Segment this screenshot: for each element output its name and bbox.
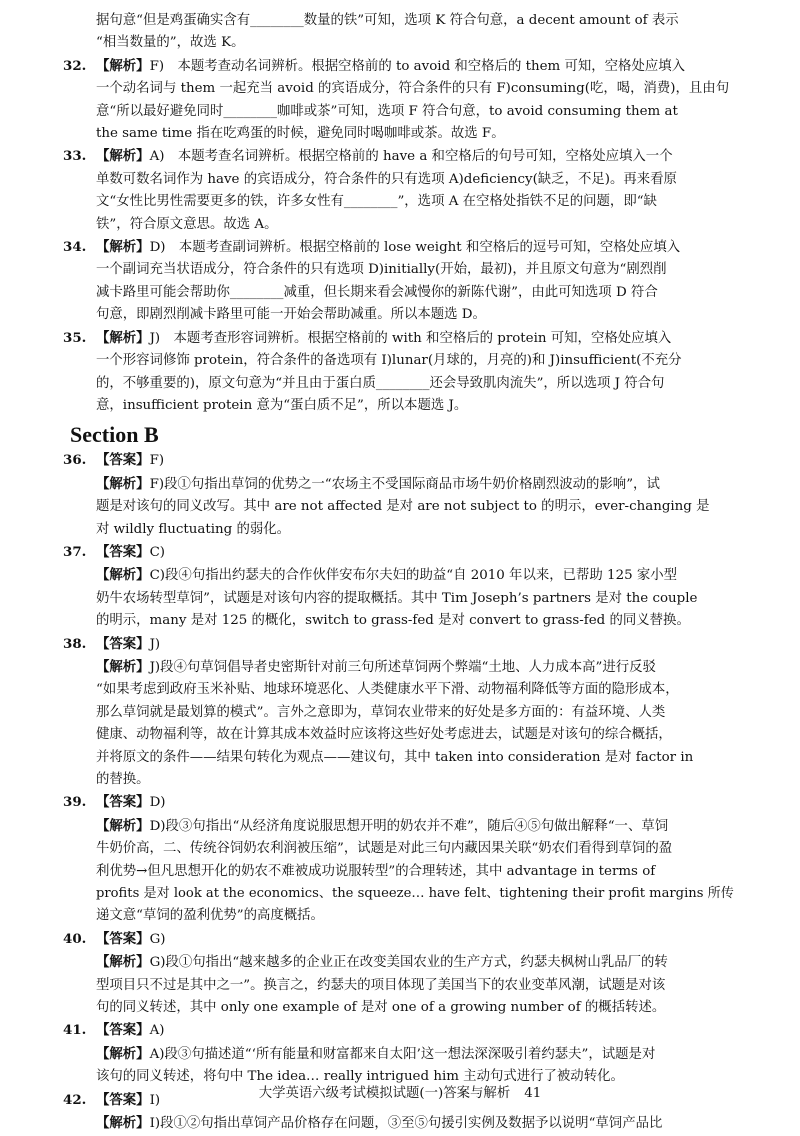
text-line: “相当数量的”，故选 K。: [96, 35, 245, 51]
answer-value: F): [149, 453, 165, 469]
answer-value: A): [149, 1023, 165, 1039]
text-line: 句的同义转述，其中 only one example of 是对 one of a growing number of 的概括转述。: [96, 1000, 666, 1016]
text-line: 递文意“草饲的盈利优势”的高度概括。: [96, 908, 324, 924]
text-line: J)段④句草饲倡导者史密斯针对前三句所述草饲两个弊端“土地、人力成本高”进行反驳: [149, 659, 656, 675]
question-number: 38.: [63, 635, 87, 652]
text-line: 的替换。: [96, 772, 150, 787]
text-line: “如果考虑到政府玉米补贴、地球环境恶化、人类健康水平下滑、动物福利降低等方面的隐形成本，: [96, 682, 679, 698]
answer-value: I): [149, 1092, 161, 1108]
text-line: 铁”，符合原文意思。故选 A。: [96, 216, 278, 232]
entry-38: [63, 633, 734, 792]
text-line: 一个副词充当状语成分，符合条件的只有选项 D)initially(开始，最初)，并且原文句意为“剧烈削: [96, 262, 667, 278]
text-line: J) 本题考查形容词辨析。根据空格前的 with 和空格后的 protein 可知，空格处应填入: [149, 330, 672, 346]
text-line: 的，不够重要的)，原文句意为“并且由于蛋白质________还会导致肌肉流失”，所以选项 J 符合句: [96, 375, 665, 391]
question-number: 37.: [63, 543, 87, 560]
analysis-tag: 【解析】: [96, 1115, 150, 1132]
analysis-tag: 【解析】: [96, 567, 150, 584]
question-number: 39.: [63, 794, 87, 811]
text-line: 对 wildly fluctuating 的弱化。: [96, 521, 291, 537]
text-line: 该句的同义转述，将句中 The idea… really intrigued him 主动句式进行了被动转化。: [96, 1069, 624, 1085]
answer-value: J): [149, 636, 161, 652]
entry-39: [63, 791, 734, 927]
analysis-tag: 【解析】: [96, 57, 150, 74]
analysis-tag: 【解析】: [96, 239, 150, 256]
page-number: 41: [524, 1086, 542, 1101]
answer-tag: 【答案】: [96, 543, 150, 560]
analysis-tag: 【解析】: [96, 1045, 150, 1062]
text-line: the same time 指在吃鸡蛋的时候，避免同时喝咖啡或茶。故选 F。: [96, 126, 505, 142]
text-line: A)段③句描述道“‘所有能量和财富都来自太阳’这一想法深深吸引着约瑟夫”，试题是对: [149, 1046, 656, 1062]
text-line: 文“女性比男性需要更多的铁，许多女性有________”，选项 A 在空格处指铁不足的问题，即“缺: [96, 194, 657, 210]
answer-value: G): [149, 931, 166, 947]
text-line: 意“所以最好避免同时________咖啡或茶”可知，选项 F 符合句意，to avoid consuming them at: [96, 103, 678, 119]
text-line: 一个动名词与 them 一起充当 avoid 的宾语成分，符合条件的只有 F)consuming(吃，喝，消费)，且由句: [96, 81, 730, 97]
text-line: 并将原文的条件——结果句转化为观点——建议句，其中 taken into consideration 是对 factor in: [96, 749, 694, 765]
answer-value: C): [149, 544, 166, 560]
answer-tag: 【答案】: [96, 452, 150, 469]
text-line: D)段③句指出“从经济角度说服思想开明的奶农并不难”，随后④⑤句做出解释“一、草饲: [149, 818, 669, 834]
question-number: 42.: [63, 1091, 87, 1108]
analysis-tag: 【解析】: [96, 475, 150, 492]
question-number: 40.: [63, 930, 87, 947]
analysis-tag: 【解析】: [96, 658, 150, 675]
text-line: 的明示，many 是对 125 的概化，switch to grass-fed 是对 convert to grass-fed 的同义替换。: [96, 613, 690, 629]
text-line: 健康、动物福利等，故在计算其成本效益时应该将这些好处考虑进去，试题是对该句的综合概括，: [96, 727, 672, 743]
question-number: 36.: [63, 452, 87, 469]
entry-37: [63, 541, 734, 633]
answer-tag: 【答案】: [96, 1022, 150, 1039]
text-line: 句意，即剧烈削减卡路里可能一开始会帮助减重。所以本题选 D。: [96, 307, 486, 323]
text-line: 牛奶价高，二、传统谷饲奶农利润被压缩”，试题是对此三句内藏因果关联“奶农们看得到草饲的盈: [96, 841, 673, 857]
text-line: profits 是对 look at the economics、the squeeze… have felt、tightening their profit margins 所传: [96, 886, 734, 902]
entry-32: [63, 55, 734, 146]
text-line: 那么草饲就是最划算的模式”。言外之意即为，草饲农业带来的好处是多方面的：有益环境、人类: [96, 704, 666, 720]
text-line: F)段①句指出草饲的优势之一“农场主不受国际商品市场牛奶价格剧烈波动的影响”，试: [149, 476, 660, 492]
text-line: F) 本题考查动名词辨析。根据空格前的 to avoid 和空格后的 them 可知，空格处应填入: [149, 58, 686, 74]
question-number: 34.: [63, 239, 87, 256]
answer-tag: 【答案】: [96, 1091, 150, 1108]
text-line: A) 本题考查名词辨析。根据空格前的 have a 和空格后的句号可知，空格处应填入一个: [149, 149, 673, 165]
question-number: 41.: [63, 1022, 87, 1039]
entry-33: [63, 145, 734, 236]
answer-tag: 【答案】: [96, 930, 150, 947]
question-number: 33.: [63, 148, 87, 165]
entry-35: [63, 327, 734, 418]
text-line: 意，insufficient protein 意为“蛋白质不足”，所以本题选 J。: [96, 397, 468, 413]
text-line: 单数可数名词作为 have 的宾语成分，符合条件的只有选项 A)deficiency(缺乏，不足)。再来看原: [96, 171, 677, 187]
section-heading: Section B: [70, 422, 159, 448]
text-line: 减卡路里可能会帮助你________减重，但长期来看会减慢你的新陈代谢”，由此可知选项 D 符合: [96, 284, 658, 300]
text-line: 题是对该句的同义改写。其中 are not affected 是对 are not subject to 的明示，ever-changing 是: [96, 499, 710, 515]
analysis-tag: 【解析】: [96, 329, 150, 346]
analysis-tag: 【解析】: [96, 148, 150, 165]
entry-40: [63, 928, 734, 1020]
question-number: 35.: [63, 329, 87, 346]
text-line: C)段④句指出约瑟夫的合作伙伴安布尔夫妇的助益“自 2010 年以来，已帮助 125 家小型: [149, 568, 678, 584]
entry-41: [63, 1019, 734, 1088]
answer-tag: 【答案】: [96, 635, 150, 652]
analysis-tag: 【解析】: [96, 954, 150, 971]
question-number: 32.: [63, 57, 87, 74]
text-line: 型项目只不过是其中之一”。换言之，约瑟夫的项目体现了美国当下的农业变革风潮，试题是对该: [96, 977, 666, 993]
answer-tag: 【答案】: [96, 794, 150, 811]
footer-title: 大学英语六级考试模拟试题(一)答案与解析: [258, 1086, 511, 1101]
text-line: 一个形容词修饰 protein，符合条件的备选项有 I)lunar(月球的，月亮的)和 J)insufficient(不充分: [96, 353, 682, 369]
text-line: 奶牛农场转型草饲”，试题是对该句内容的提取概括。其中 Tim Joseph’s partners 是对 the couple: [96, 590, 698, 606]
text-line: G)段①句指出“越来越多的企业正在改变美国农业的生产方式，约瑟夫枫树山乳品厂的转: [149, 955, 668, 971]
analysis-tag: 【解析】: [96, 817, 150, 834]
text-line: D) 本题考查副词辨析。根据空格前的 lose weight 和空格后的逗号可知，空格处应填入: [149, 240, 681, 256]
text-line: 利优势→但凡思想开化的奶农不难被成功说服转型”的合理转述，其中 advantage in terms of: [96, 863, 656, 879]
entry-36: [63, 449, 734, 541]
page-footer: [0, 1083, 800, 1105]
answer-value: D): [149, 795, 166, 811]
continued-paragraph: [76, 10, 734, 55]
entry-34: [63, 236, 734, 327]
text-line: I)段①②句指出草饲产品价格存在问题，③至⑤句援引实例及数据予以说明“草饲产品比: [149, 1116, 663, 1132]
text-line: 据句意“但是鸡蛋确实含有________数量的铁”可知，选项 K 符合句意，a decent amount of 表示: [96, 13, 679, 28]
